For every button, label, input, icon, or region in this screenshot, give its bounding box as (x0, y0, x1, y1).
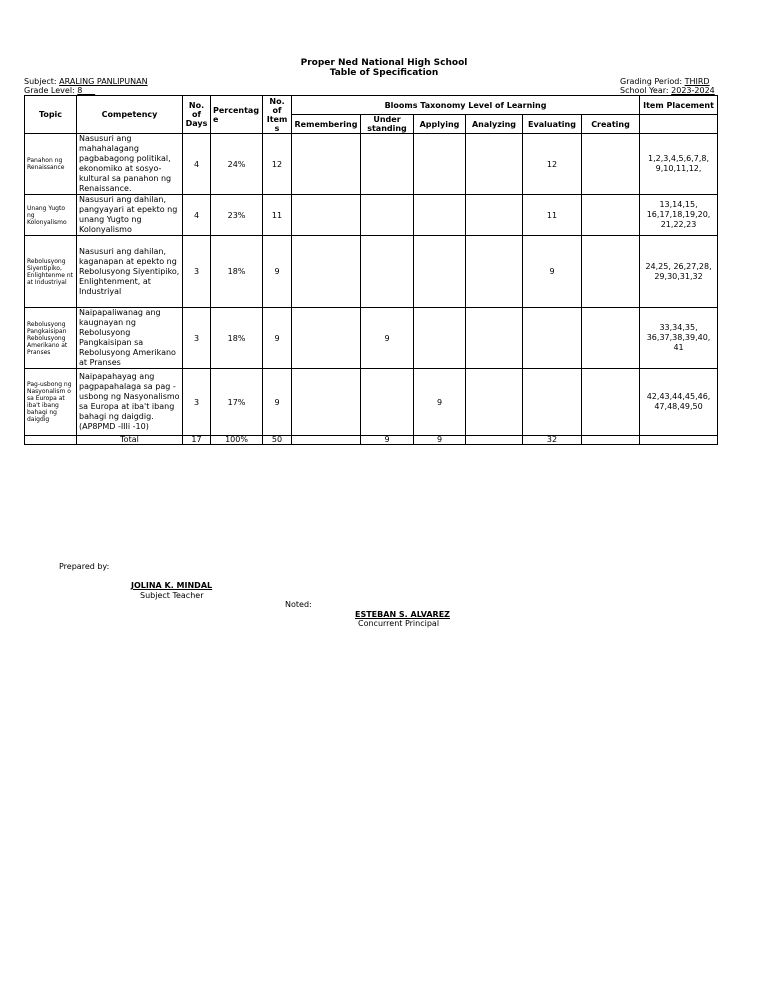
header-placement: Item Placement (640, 96, 718, 115)
total-items: 50 (263, 436, 292, 445)
total-row (25, 436, 718, 445)
understanding-cell (361, 236, 414, 308)
creating-cell (582, 236, 640, 308)
subject-line (24, 77, 148, 86)
percentage-cell: 18% (211, 308, 263, 369)
creating-cell (582, 369, 640, 436)
percentage-cell: 18% (211, 236, 263, 308)
placement-cell: 1,2,3,4,5,6,7,8, 9,10,11,12, (640, 134, 718, 195)
header-topic: Topic (25, 96, 77, 134)
school-name: Proper Ned National High School (300, 58, 468, 68)
percentage-cell: 23% (211, 195, 263, 236)
total-understanding: 9 (361, 436, 414, 445)
total-applying: 9 (414, 436, 466, 445)
applying-cell (414, 134, 466, 195)
header-evaluating: Evaluating (523, 115, 582, 134)
noted-label: Noted: (285, 600, 312, 609)
period-line (620, 77, 710, 86)
grade-line (24, 86, 95, 95)
topic-cell: Rebolusyong Pangkaisipan Rebolusyong Amerikano at Pranses (25, 308, 77, 369)
applying-cell: 9 (414, 369, 466, 436)
header-days: No. of Days (183, 96, 211, 134)
header-blooms: Blooms Taxonomy Level of Learning (292, 96, 640, 115)
period-value: THIRD (684, 77, 710, 86)
items-cell: 9 (263, 236, 292, 308)
subject-label: Subject: (24, 77, 57, 86)
remembering-cell (292, 369, 361, 436)
teacher-name: JOLINA K. MINDAL (131, 581, 213, 590)
total-percentage: 100% (211, 436, 263, 445)
table-row (25, 134, 718, 195)
creating-cell (582, 134, 640, 195)
placement-cell: 13,14,15, 16,17,18,19,20, 21,22,23 (640, 195, 718, 236)
analyzing-cell (466, 195, 523, 236)
table-row (25, 369, 718, 436)
grade-value: 8 (77, 86, 83, 95)
days-cell: 3 (183, 369, 211, 436)
topic-cell: Unang Yugto ng Kolonyalismo (25, 195, 77, 236)
total-creating (582, 436, 640, 445)
total-blank-cell (25, 436, 77, 445)
total-analyzing (466, 436, 523, 445)
header-applying: Applying (414, 115, 466, 134)
placement-cell: 33,34,35, 36,37,38,39,40, 41 (640, 308, 718, 369)
period-label: Grading Period: (620, 77, 683, 86)
total-evaluating: 32 (523, 436, 582, 445)
table-row (25, 308, 718, 369)
header-competency: Competency (77, 96, 183, 134)
analyzing-cell (466, 369, 523, 436)
header-creating: Creating (582, 115, 640, 134)
understanding-cell: 9 (361, 308, 414, 369)
prepared-label: Prepared by: (59, 562, 110, 571)
year-label: School Year: (620, 86, 669, 95)
topic-cell: Rebolusyong Siyentipiko, Enlightenme nt at Industriyal (25, 236, 77, 308)
competency-cell: Naipapaliwanag ang kaugnayan ng Rebolusyong Pangkaisipan sa Rebolusyong Amerikano at Pranses (77, 308, 183, 369)
total-remembering (292, 436, 361, 445)
competency-cell: Nasusuri ang dahilan, kaganapan at epekto ng Rebolusyong Siyentipiko, Enlightenment, at Industriyal (77, 236, 183, 308)
days-cell: 3 (183, 236, 211, 308)
teacher-role: Subject Teacher (140, 591, 204, 600)
percentage-cell: 24% (211, 134, 263, 195)
days-cell: 3 (183, 308, 211, 369)
remembering-cell (292, 308, 361, 369)
header-items: No. of Item s (263, 96, 292, 134)
principal-name: ESTEBAN S. ALVAREZ (355, 610, 450, 619)
header-row-1 (25, 96, 718, 115)
evaluating-cell: 11 (523, 195, 582, 236)
topic-cell: Panahon ng Renaissance (25, 134, 77, 195)
year-value: 2023-2024 (671, 86, 715, 95)
analyzing-cell (466, 236, 523, 308)
items-cell: 9 (263, 369, 292, 436)
competency-cell: Naipapahayag ang pagpapahalaga sa pag -usbong ng Nasyonalismo sa Europa at iba't ibang bahagi ng daigdig. (AP8PMD -IIIi -10) (77, 369, 183, 436)
percentage-cell: 17% (211, 369, 263, 436)
understanding-cell (361, 195, 414, 236)
evaluating-cell (523, 308, 582, 369)
days-cell: 4 (183, 134, 211, 195)
subject-value: ARALING PANLIPUNAN (59, 77, 148, 86)
analyzing-cell (466, 308, 523, 369)
header-analyzing: Analyzing (466, 115, 523, 134)
understanding-cell (361, 134, 414, 195)
topic-cell: Pag-usbong ng Nasyonalism o sa Europa at iba't ibang bahagi ng daigdig (25, 369, 77, 436)
days-cell: 4 (183, 195, 211, 236)
competency-cell: Nasusuri ang dahilan, pangyayari at epekto ng unang Yugto ng Kolonyalismo (77, 195, 183, 236)
header-remembering: Remembering (292, 115, 361, 134)
understanding-cell (361, 369, 414, 436)
evaluating-cell: 12 (523, 134, 582, 195)
header-understanding: Under standing (361, 115, 414, 134)
total-label: Total (77, 436, 183, 445)
year-line (620, 86, 715, 95)
creating-cell (582, 195, 640, 236)
total-placement (640, 436, 718, 445)
header-placement-blank (640, 115, 718, 134)
principal-role: Concurrent Principal (358, 619, 440, 628)
document-title: Table of Specification (329, 68, 439, 78)
competency-cell: Nasusuri ang mahahalagang pagbabagong politikal, ekonomiko at sosyo-kultural sa panahon ng Renaissance. (77, 134, 183, 195)
remembering-cell (292, 134, 361, 195)
remembering-cell (292, 236, 361, 308)
applying-cell (414, 195, 466, 236)
specification-table (24, 95, 718, 445)
applying-cell (414, 308, 466, 369)
table-row (25, 195, 718, 236)
applying-cell (414, 236, 466, 308)
table-row (25, 236, 718, 308)
items-cell: 9 (263, 308, 292, 369)
total-days: 17 (183, 436, 211, 445)
grade-label: Grade Level: (24, 86, 75, 95)
placement-cell: 24,25, 26,27,28, 29,30,31,32 (640, 236, 718, 308)
header-percentage: Percentag e (211, 96, 263, 134)
items-cell: 11 (263, 195, 292, 236)
items-cell: 12 (263, 134, 292, 195)
creating-cell (582, 308, 640, 369)
analyzing-cell (466, 134, 523, 195)
remembering-cell (292, 195, 361, 236)
placement-cell: 42,43,44,45,46, 47,48,49,50 (640, 369, 718, 436)
evaluating-cell: 9 (523, 236, 582, 308)
evaluating-cell (523, 369, 582, 436)
